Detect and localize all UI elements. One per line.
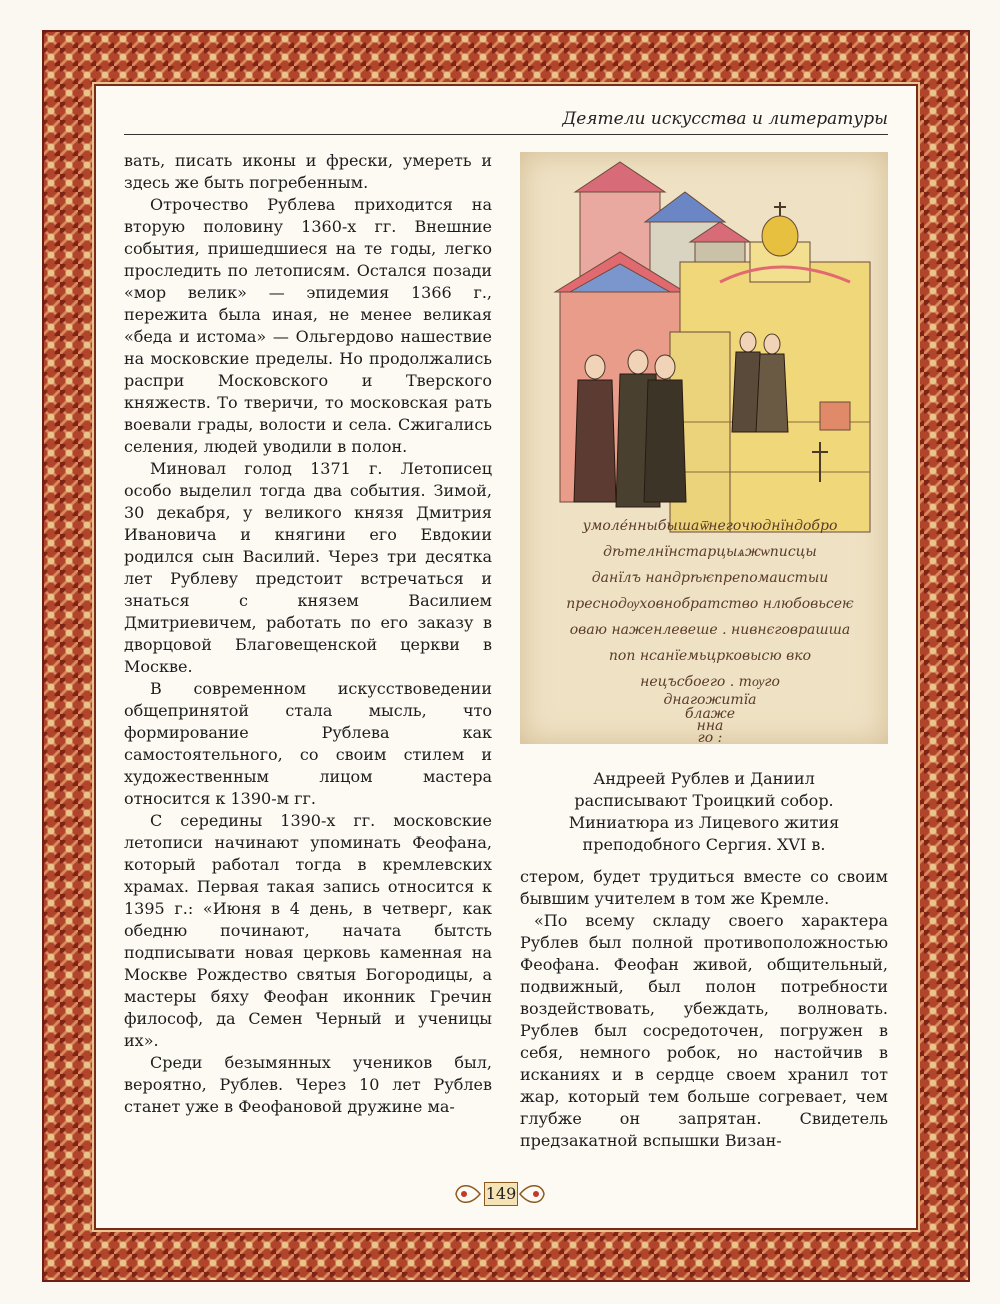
manuscript-line: преснодѹховнобратство нлюбовьсеѥ	[566, 596, 854, 612]
manuscript-line: го :	[697, 730, 723, 744]
left-text-column	[124, 150, 492, 1118]
miniature-drawing	[520, 152, 888, 744]
manuscript-line: нецъсбоего . тѹго	[640, 674, 780, 690]
paragraph: «По всему складу своего характера Рублев был полной противоположностью Феофана. Феофан живой, общительный, подвижный, был полон потребности воздействовать, убеждать, волновать. Рублев был сосредоточен, погружен в себя, немного робок, но настойчив в исканиях и в сердце своем хранил тот жар, который тем больше согревает, чем глубже он запрятан. Свидетель предзакатной вспышки Визан-	[520, 911, 888, 1150]
manuscript-line: оваю наженлевеше . нивнєговрашша	[569, 622, 851, 638]
paragraph: С середины 1390-х гг. московские летописи начинают упоминать Феофана, который работал тогда в кремлевских храмах. Первая такая запись относится к 1395 г.: «Июня в 4 день, в четверг, как обедню починают, начата бытсть подписывати новая церковь каменная на Москве Рождество святыя Богородицы, а мастеры бяху Феофан иконник Гречин философ, да Семен Черный и ученицы их».	[124, 811, 492, 1050]
paragraph: Среди безымянных учеников был, вероятно, Рублев. Через 10 лет Рублев станет уже в Феофановой дружине ма-	[124, 1053, 492, 1116]
illustration-caption	[520, 768, 888, 856]
manuscript-line: умоле́нныбышаѿнегочюднїндобро	[582, 518, 838, 534]
paragraph: вать, писать иконы и фрески, умереть и здесь же быть погребенным.	[124, 151, 492, 192]
paragraph: В современном искусствоведении общепринятой стала мысль, что формирование Рублева как самостоятельного, со своим стилем и художественным лицом мастера относится к 1390-м гг.	[124, 679, 492, 808]
manuscript-line: нна	[696, 718, 724, 734]
paragraph: Отрочество Рублева приходится на вторую половину 1360-х гг. Внешние события, пришедшиеся на те годы, легко проследить по летописям. Остался позади «мор велик» — эпидемия 1366 г., пережита была иная, не менее великая «беда и истома» — Ольгердово нашествие на московские пределы. Но продолжались распри Московского и Тверского княжеств. То тверичи, то московская рать воевали грады, волости и села. Сжигались селения, людей уводили в полон.	[124, 195, 492, 456]
miniature-illustration	[520, 152, 888, 744]
manuscript-line: дѣтелнїнстарцыѧжѡписцы	[603, 544, 817, 560]
caption-line: расписывают Троицкий собор.	[574, 791, 834, 810]
manuscript-line: блаже	[684, 706, 736, 722]
paragraph: стером, будет трудиться вместе со своим бывшим учителем в том же Кремле.	[520, 867, 888, 908]
manuscript-line: днагожитїа	[663, 692, 757, 708]
right-text-column	[520, 866, 888, 1152]
caption-line: преподобного Сергия. XVI в.	[582, 835, 826, 854]
running-header: Деятели искусства и литературы	[124, 104, 888, 135]
caption-line: Андреей Рублев и Даниил	[593, 769, 815, 788]
paragraph: Миновал голод 1371 г. Летописец особо выделил тогда два события. Зимой, 30 декабря, у великого князя Дмитрия Ивановича и княгини его Евдокии родился сын Василий. Через три десятка лет Рублеву предстоит встречаться и знаться с князем Василием Дмитриевичем, работать по его заказу в дворцовой Благовещенской церкви в Москве.	[124, 459, 492, 676]
manuscript-line: данїлъ нандрѣѥпрепомаистыи	[591, 570, 829, 586]
manuscript-line: поп нсанїемьцрковысю вко	[608, 648, 812, 664]
page-number-ornament	[450, 1176, 550, 1212]
page-number: 149	[484, 1182, 518, 1206]
caption-line: Миниатюра из Лицевого жития	[568, 813, 840, 832]
